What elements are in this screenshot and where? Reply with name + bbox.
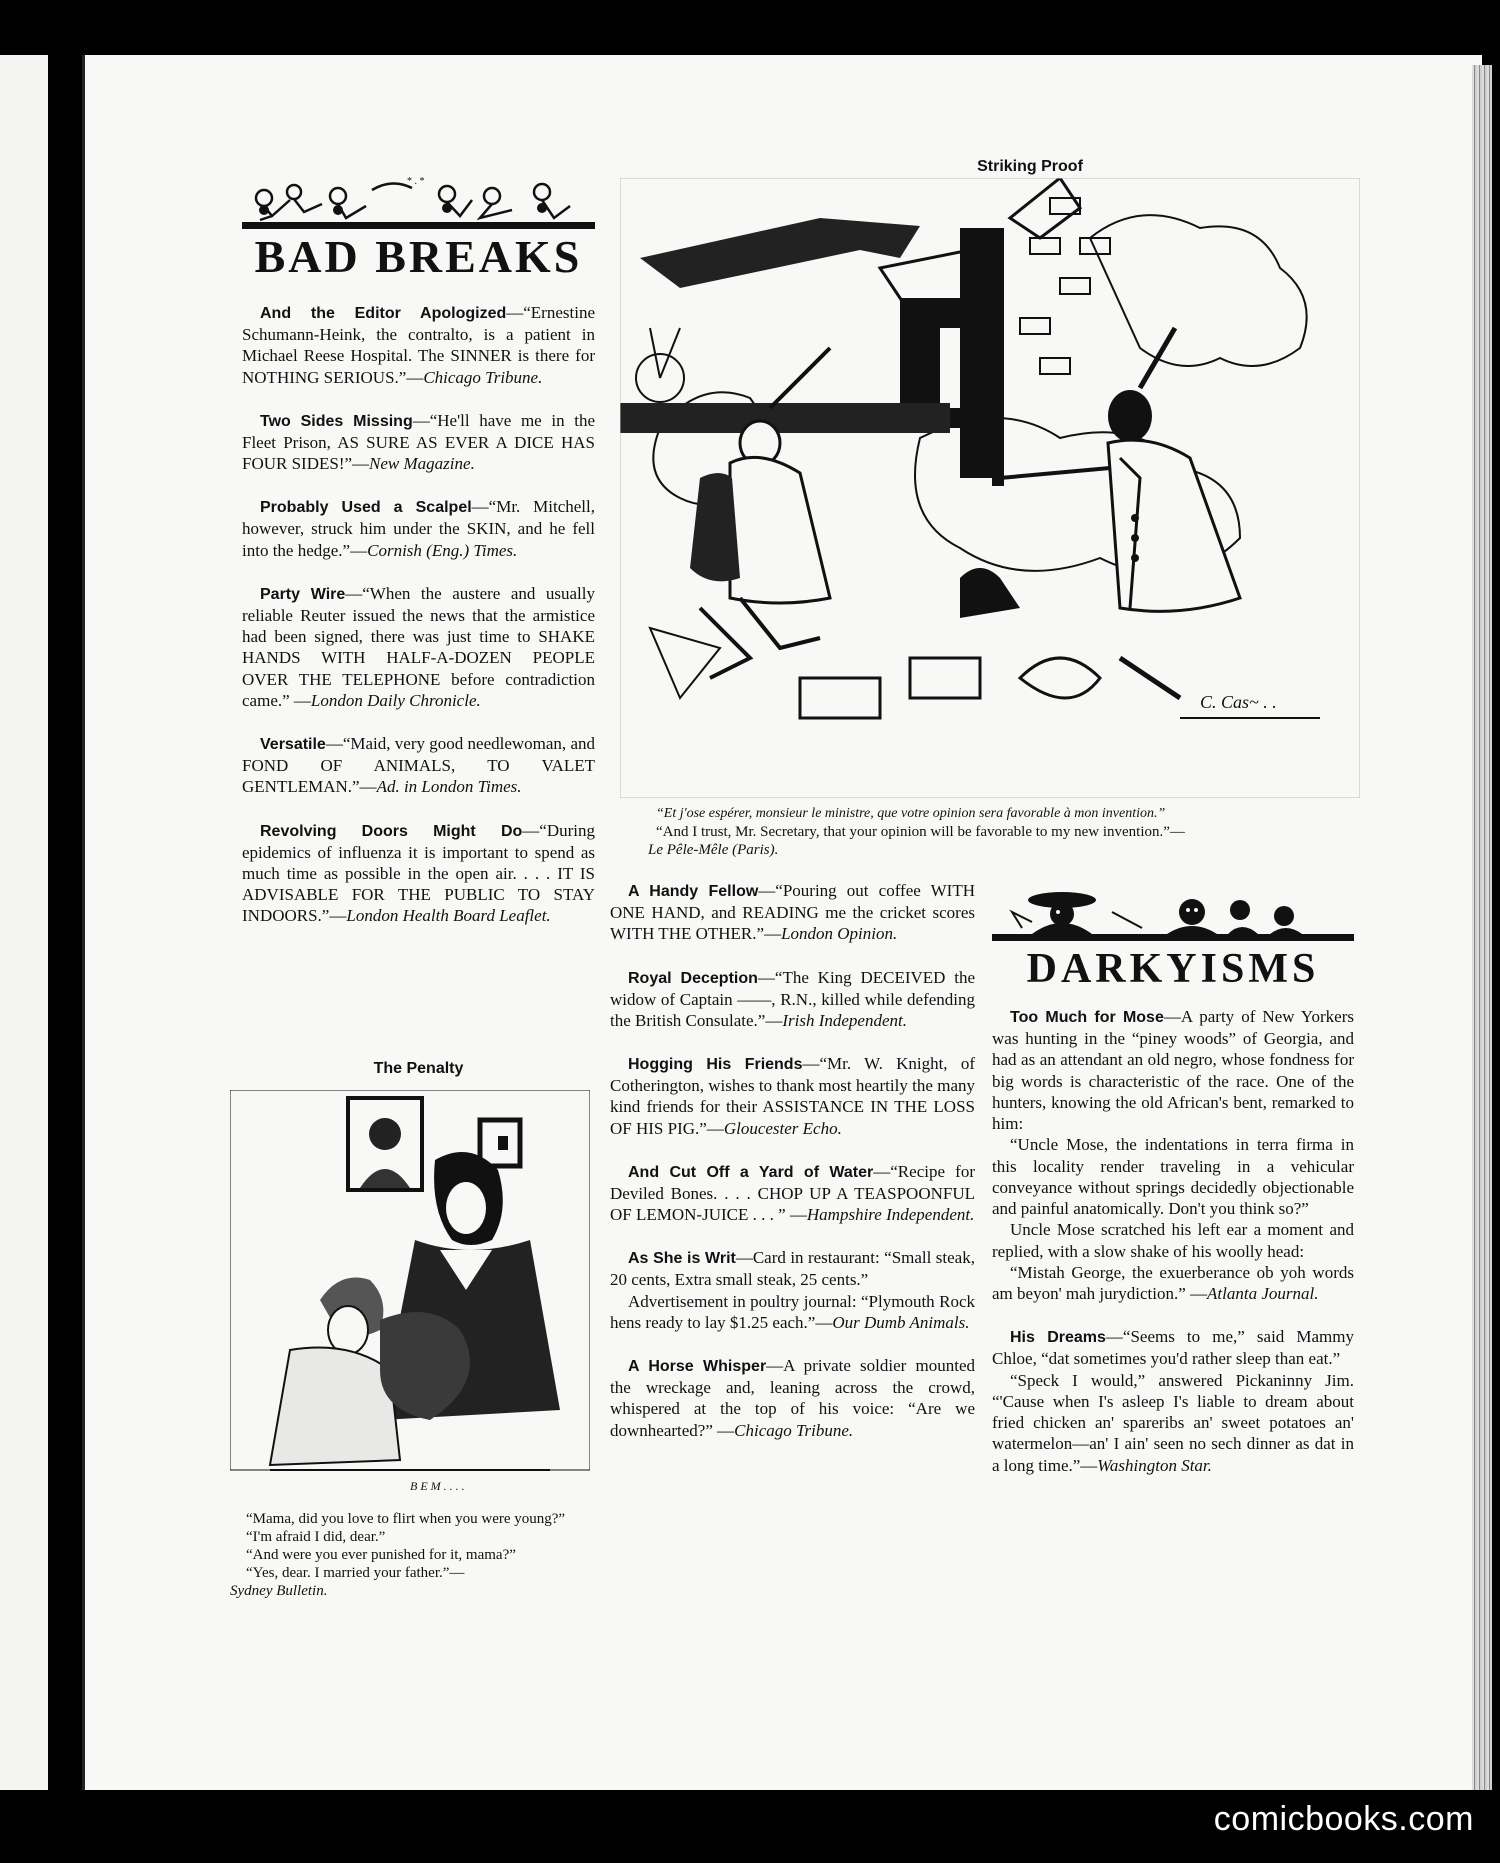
joke-item — [610, 1053, 975, 1139]
joke-body: —A private soldier mounted the wreckage and, leaning across the crowd, whispered at the top of his voice: “Are we downhearted?” — — [610, 1356, 975, 1440]
joke-paragraph: “Uncle Mose, the indentations in terra firma in this locality render traveling in a vehicular conveyance without springs decidedly objectionable and painful anatomically. Don't you think so?” — [992, 1135, 1354, 1218]
joke-source: Atlanta Journal. — [1207, 1284, 1319, 1303]
joke-item — [992, 1326, 1354, 1476]
joke-source: New Magazine. — [369, 454, 475, 473]
striking-proof-caption — [648, 806, 1348, 859]
bad-breaks-banner-illustration — [242, 170, 595, 232]
penalty-illustration — [230, 1090, 590, 1500]
penalty-caption-line: “I'm afraid I did, dear.” — [246, 1529, 386, 1545]
joke-title: And the Editor Apologized — [260, 305, 507, 322]
joke-body: —A party of New Yorkers was hunting in the “piney woods” of Georgia, and had as an attendant an old negro, whose fondness for big words is characteristic of the race. One of the hunters, knowing the old African's bent, remarked to him: — [992, 1007, 1354, 1133]
joke-body: —“Mr. Mitchell, however, struck him under the SKIN, and he fell into the hedge.”— — [242, 497, 595, 560]
joke-title: A Horse Whisper — [628, 1358, 767, 1375]
joke-item — [610, 967, 975, 1032]
joke-body: —“Recipe for Deviled Bones. . . . CHOP UP A TEASPOONFUL OF LEMON-JUICE . . . ” — — [610, 1161, 975, 1224]
joke-title: Probably Used a Scalpel — [260, 499, 472, 517]
joke-item — [610, 1161, 975, 1226]
joke-title: Revolving Doors Might Do — [260, 822, 523, 840]
joke-body: —“Maid, very good needlewoman, and FOND OF ANIMALS, TO VALET GENTLEMAN.”— — [242, 734, 595, 797]
joke-source: Irish Independent. — [782, 1010, 907, 1030]
joke-body: —“When the austere and usually reliable Reuter issued the news that the armistice had been signed, there was just time to SHAKE HANDS WITH HALF-A-DOZEN PEOPLE OVER THE TELEPHONE before contradiction came.” — — [242, 583, 595, 710]
penalty-source: Sydney Bulletin. — [230, 1583, 328, 1599]
joke-source: Cornish (Eng.) Times. — [367, 540, 518, 560]
facing-page-edge — [0, 55, 48, 1790]
joke-paragraph: Uncle Mose scratched his left ear a moment and replied, with a slow shake of his woolly head: — [992, 1220, 1354, 1261]
joke-item — [242, 583, 595, 711]
joke-title: Two Sides Missing — [260, 412, 413, 430]
darkyisms-heading: DARKYISMS — [1026, 946, 1320, 992]
joke-title: Party Wire — [260, 585, 346, 603]
darkyisms-column — [992, 882, 1354, 1498]
svg-text:B E M . . . .: B E M . . . . — [410, 1479, 465, 1493]
joke-item — [242, 733, 595, 798]
penalty-caption — [230, 1510, 592, 1600]
site-watermark: comicbooks.com — [1213, 1800, 1474, 1838]
striking-proof-title: Striking Proof — [977, 158, 1083, 175]
joke-item — [242, 820, 595, 927]
explosion-cartoon-illustration — [620, 178, 1360, 798]
page-edges — [1472, 65, 1492, 1790]
joke-body: —“Ernestine Schumann-Heink, the contralto, is a patient in Michael Reese Hospital. The SINNER is there for NOTHING SERIOUS.”— — [242, 303, 595, 387]
joke-item — [242, 496, 595, 561]
joke-body: —“Seems to me,” said Mammy Chloe, “dat sometimes you'd rather sleep than eat.” — [992, 1327, 1355, 1369]
joke-item — [610, 1355, 975, 1441]
joke-body: —“The King DECEIVED the widow of Captain ——, R.N., killed while defending the British Consulate.”— — [610, 967, 976, 1030]
joke-paragraph: “Mistah George, the exuerberance ob yoh words am beyon' mah jurydiction.” — — [992, 1262, 1354, 1303]
joke-title: Hogging His Friends — [628, 1056, 803, 1073]
fighting-figures-icon — [242, 170, 595, 232]
penalty-caption-line: “Yes, dear. I married your father.”— — [246, 1565, 465, 1581]
joke-source: London Opinion. — [781, 924, 898, 944]
joke-paragraph: “Speck I would,” answered Pickaninny Jim. “'Cause when I's asleep I's liable to dream about fried chicken an' spareribs an' sweet potatoes an' watermelon—an' I ain' seen no sech dinner as dat in a long time.”— — [992, 1370, 1354, 1475]
joke-item — [242, 302, 595, 388]
joke-body: —“Pouring out coffee WITH ONE HAND, and READING me the cricket scores WITH THE OTHER.”— — [610, 881, 976, 944]
joke-body: —Card in restaurant: “Small steak, 20 cents, Extra small steak, 25 cents.” — [610, 1248, 975, 1290]
joke-title: A Handy Fellow — [628, 883, 759, 900]
joke-item — [610, 1247, 975, 1333]
joke-title: Versatile — [260, 736, 326, 753]
joke-source: Hampshire Independent. — [806, 1205, 975, 1224]
penalty-caption-line: “And were you ever punished for it, mama?” — [246, 1547, 516, 1563]
joke-source: Chicago Tribune. — [734, 1420, 854, 1440]
joke-body: —“Mr. W. Knight, of Cotherington, wishes to thank most heartily the many kind friends for their ASSISTANCE IN THE LOSS OF HIS PIG.”— — [610, 1054, 975, 1138]
svg-text:C. Cas~ . .: C. Cas~ . . — [1200, 692, 1277, 712]
joke-source: Washington Star. — [1097, 1455, 1212, 1475]
joke-item — [242, 410, 595, 475]
joke-body: —“He'll have me in the Fleet Prison, AS SURE AS EVER A DICE HAS FOUR SIDES!”— — [242, 410, 595, 473]
joke-source: Chicago Tribune. — [423, 367, 543, 387]
darkyisms-banner-illustration — [992, 882, 1354, 944]
joke-title: His Dreams — [1010, 1329, 1106, 1347]
bad-breaks-heading: BAD BREAKS — [254, 231, 583, 282]
joke-title: Too Much for Mose — [1010, 1009, 1164, 1026]
joke-item — [992, 1006, 1354, 1304]
joke-source: London Daily Chronicle. — [310, 690, 481, 710]
penalty-caption-line: “Mama, did you love to flirt when you were young?” — [246, 1511, 566, 1527]
mother-and-daughter-sewing-illustration — [230, 1090, 590, 1500]
caricature-figures-icon — [992, 882, 1354, 944]
striking-proof-cartoon — [620, 178, 1360, 798]
middle-column — [610, 880, 975, 1463]
caption-english: “And I trust, Mr. Secretary, that your opinion will be favorable to my new invention.”— — [656, 823, 1185, 840]
joke-source: Gloucester Echo. — [723, 1118, 842, 1138]
svg-text:* . *: * . * — [407, 176, 425, 187]
joke-item — [610, 880, 975, 945]
joke-title: As She is Writ — [628, 1250, 736, 1268]
joke-title: Royal Deception — [628, 969, 758, 987]
joke-source: London Health Board Leaflet. — [346, 906, 551, 926]
penalty-title: The Penalty — [373, 1060, 464, 1077]
caption-french: “Et j'ose espérer, monsieur le ministre, que votre opinion sera favorable à mon invention.” — [656, 806, 1166, 821]
joke-source: Ad. in London Times. — [376, 777, 522, 797]
joke-body-extra: Advertisement in poultry journal: “Plymouth Rock hens ready to lay $1.25 each.”— — [610, 1291, 975, 1332]
caption-source: Le Pêle-Mêle (Paris). — [648, 841, 779, 858]
joke-source: Our Dumb Animals. — [832, 1312, 970, 1332]
joke-body: —“During epidemics of influenza it is important to spend as much time as possible in the open air. . . . IT IS ADVISABLE FOR THE PUBLIC TO STAY INDOORS.”— — [242, 820, 595, 926]
bad-breaks-column — [242, 170, 595, 949]
joke-title: And Cut Off a Yard of Water — [628, 1163, 874, 1181]
